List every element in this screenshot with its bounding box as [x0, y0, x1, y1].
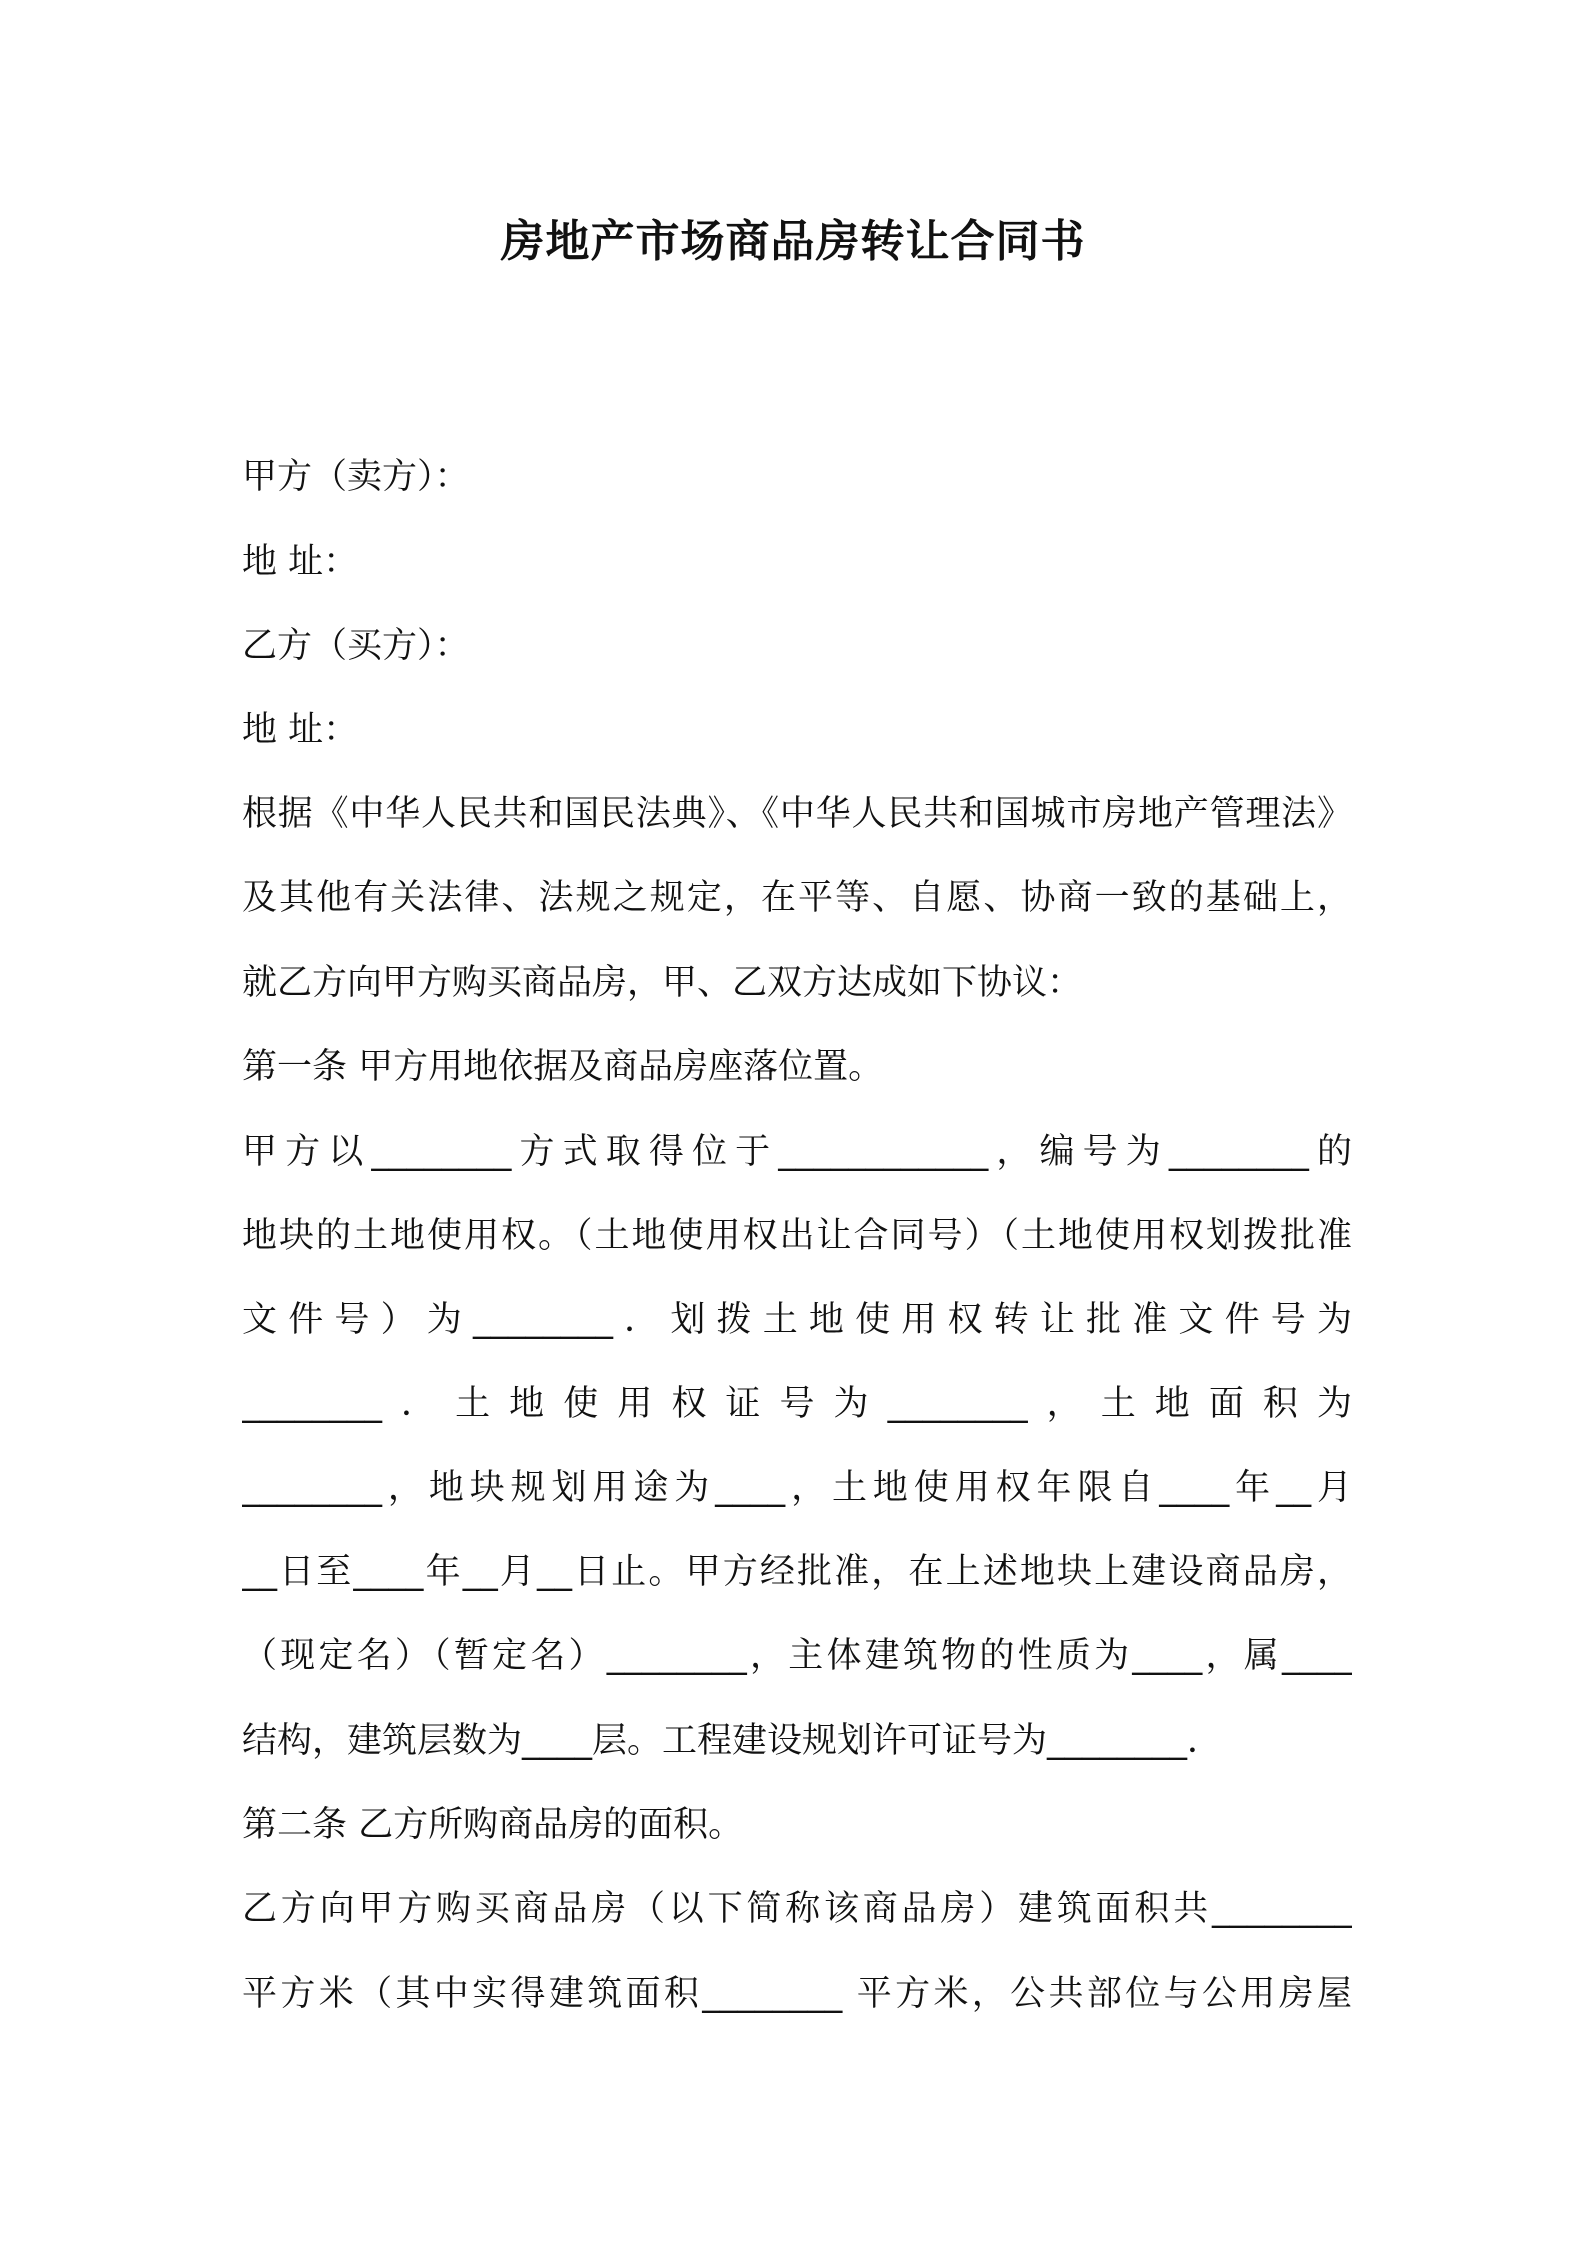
party-b-address: 地 址： [242, 710, 359, 750]
preamble-line-3: 就乙方向甲方购买商品房，甲、乙双方达成如下协议： [242, 963, 1083, 1003]
document-title: 房地产市场商品房转让合同书 [500, 216, 1086, 267]
party-b-label: 乙方（买方）： [242, 626, 470, 666]
article-1-line-3: 文件号）为________．划拨土地使用权转让批准文件号为 [242, 1300, 1352, 1340]
preamble-line-1: 根据《中华人民共和国民法典》、《中华人民共和国城市房地产管理法》 [242, 794, 1352, 834]
article-2-heading: 第二条 乙方所购商品房的面积。 [242, 1805, 744, 1845]
article-2-line-2: 平方米（其中实得建筑面积________ 平方米，公共部位与公用房屋 [242, 1974, 1352, 2014]
article-1-line-6: __日至____年__月__日止。甲方经批准，在上述地块上建设商品房， [242, 1552, 1352, 1592]
preamble-line-2: 及其他有关法律、法规之规定，在平等、自愿、协商一致的基础上， [242, 878, 1352, 918]
article-1-line-4: ________．土地使用权证号为________，土地面积为 [242, 1384, 1352, 1424]
article-2-line-1: 乙方向甲方购买商品房（以下简称该商品房）建筑面积共________ [242, 1889, 1352, 1929]
article-1-heading: 第一条 甲方用地依据及商品房座落位置。 [242, 1047, 884, 1087]
article-1-line-5: ________，地块规划用途为____，土地使用权年限自____年__月 [242, 1468, 1352, 1508]
party-a-address: 地 址： [242, 542, 359, 582]
article-1-line-2: 地块的土地使用权。（土地使用权出让合同号）（土地使用权划拨批准 [242, 1216, 1352, 1256]
article-1-line-8: 结构，建筑层数为____层。工程建设规划许可证号为________． [242, 1721, 1223, 1761]
article-1-line-7: （现定名）（暂定名）________，主体建筑物的性质为____，属____ [242, 1636, 1352, 1676]
article-1-line-1: 甲方以________方式取得位于____________，编号为________的 [242, 1132, 1352, 1172]
party-a-label: 甲方（卖方）： [242, 457, 470, 497]
